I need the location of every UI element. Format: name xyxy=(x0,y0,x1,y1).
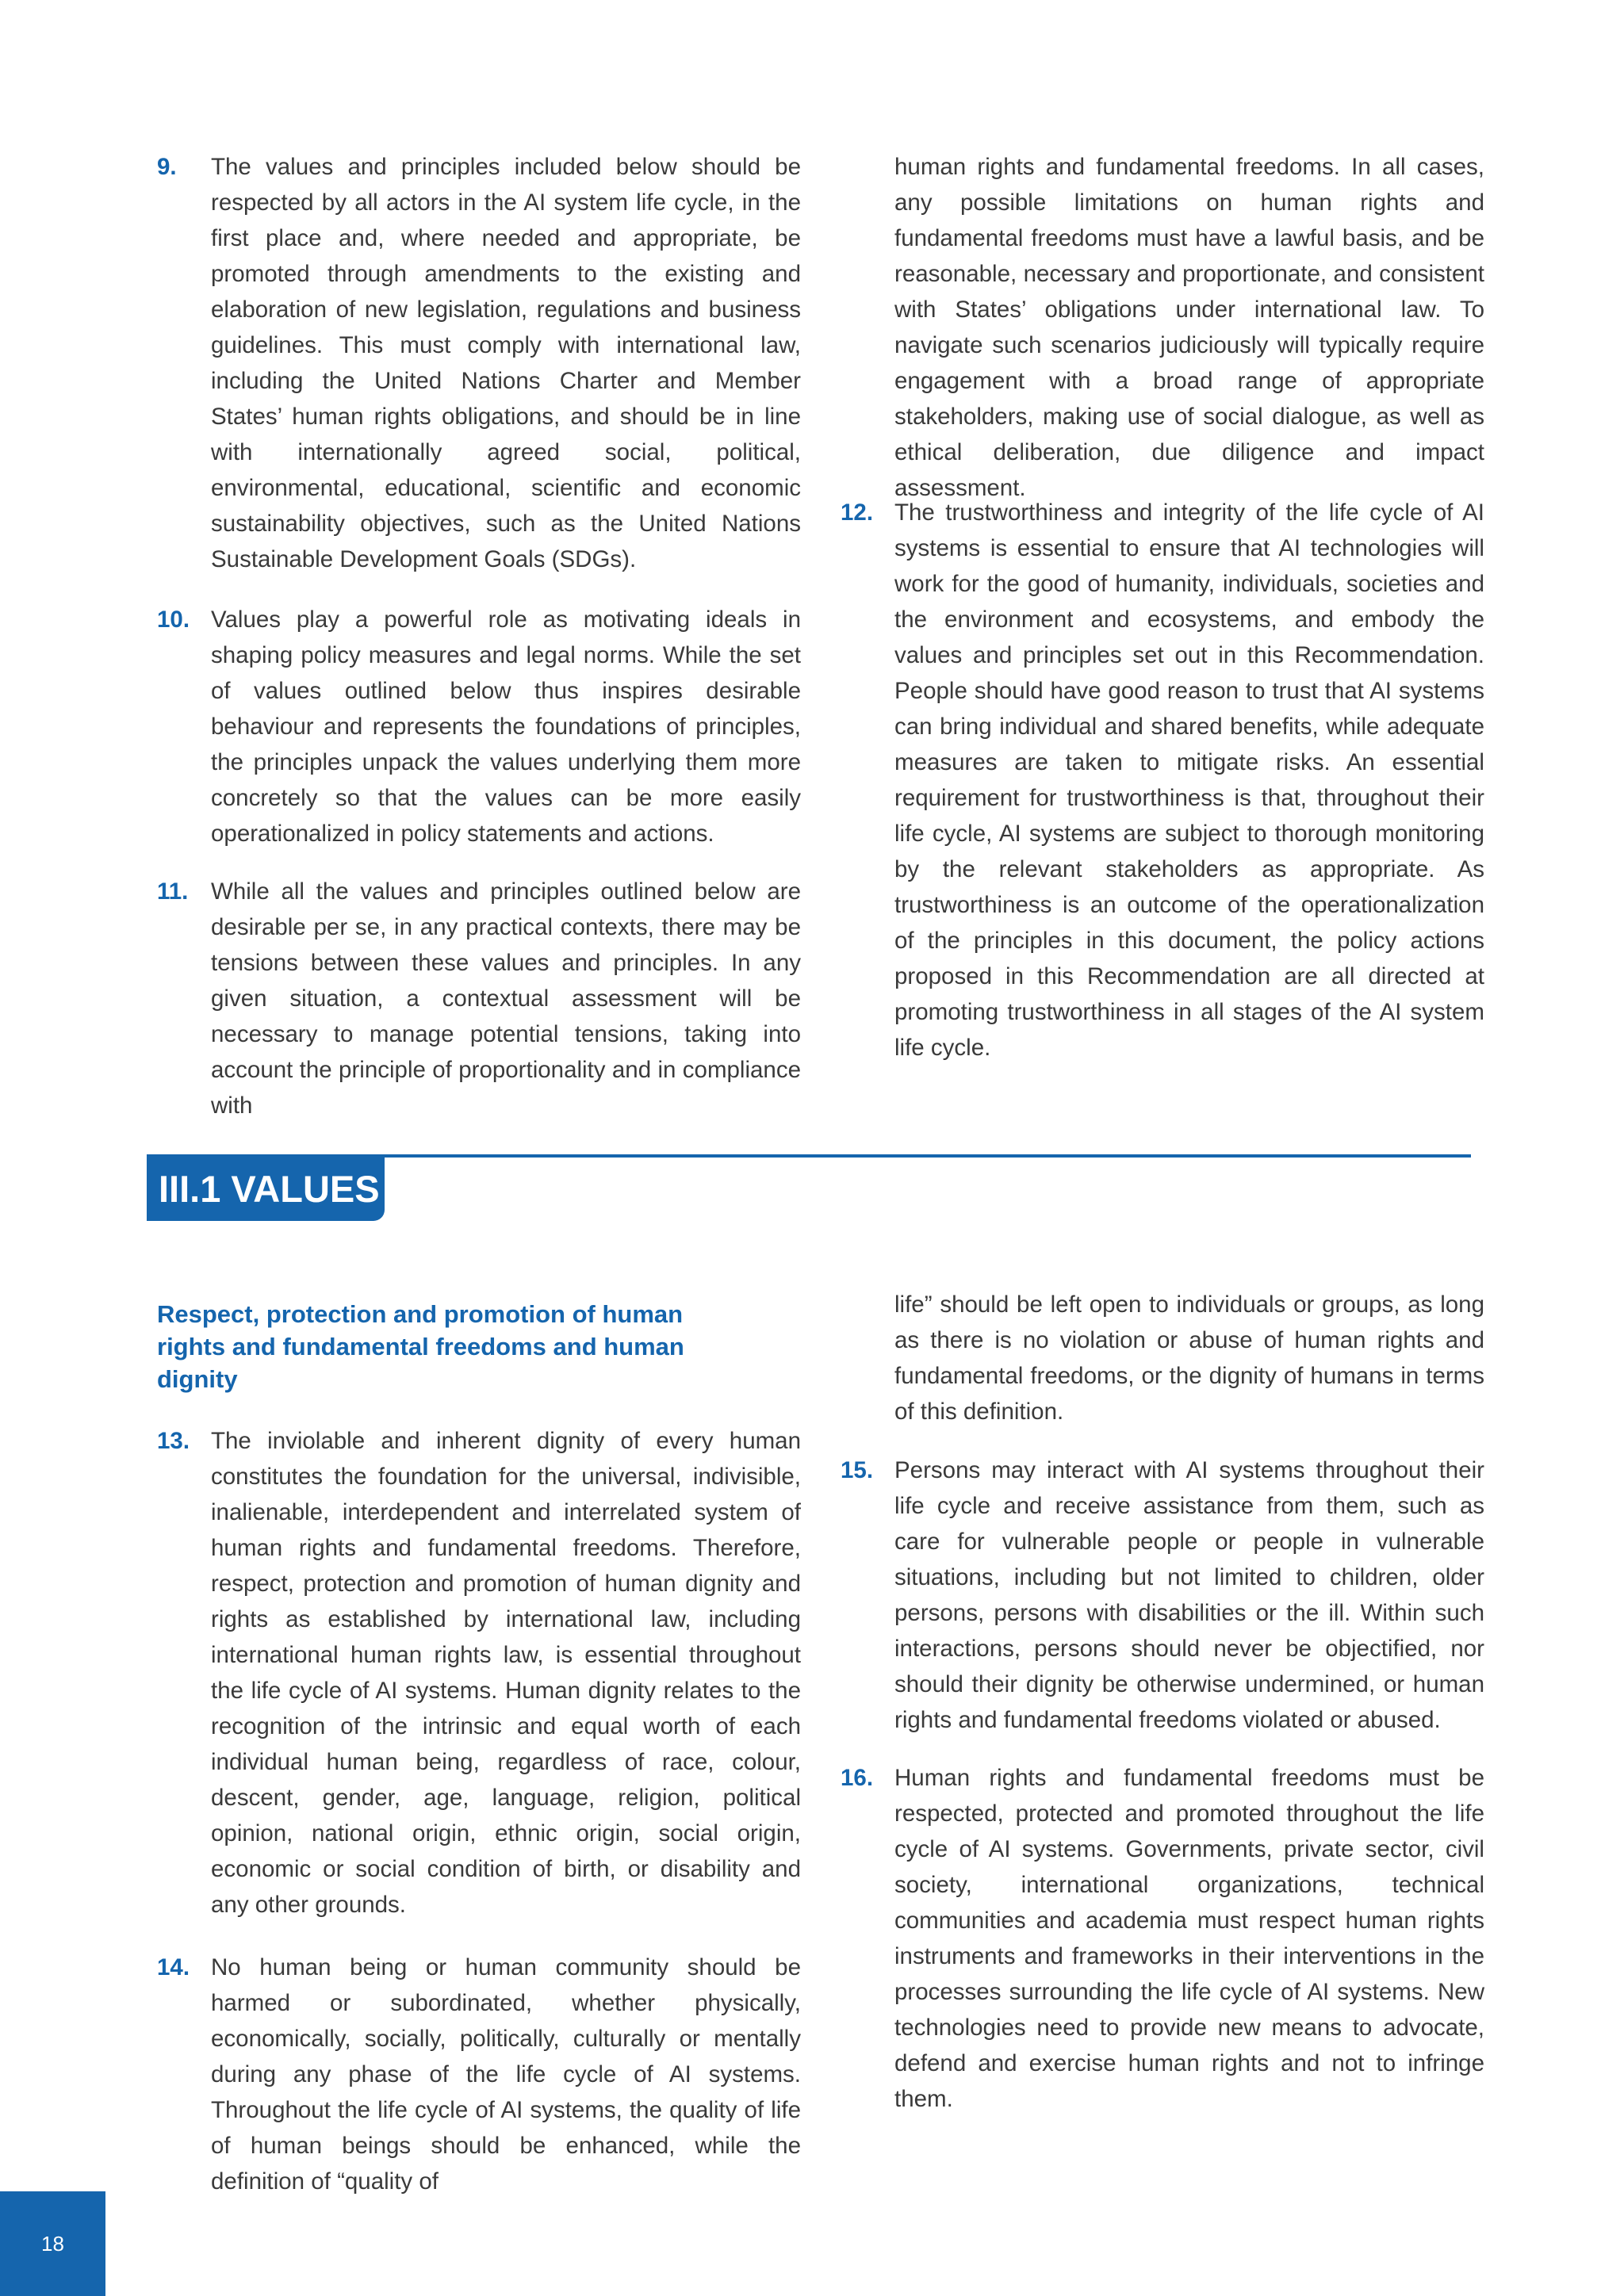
paragraph-number: 14. xyxy=(157,1954,190,1980)
paragraph-16 xyxy=(841,1760,1484,2117)
section-title: III.1 VALUES xyxy=(159,1168,380,1210)
paragraph-12 xyxy=(841,495,1484,1066)
paragraph-text: Persons may interact with AI systems throughout their life cycle and receive assistance from them, such as care for vulnerable people or people in vulnerable situations, including but not limited to children, older persons, persons with disabilities or the ill. Within such interactions, persons should never be objectified, nor should their dignity be otherwise undermined, or human rights and fundamental freedoms violated or abused. xyxy=(894,1457,1484,1733)
paragraph-10 xyxy=(157,602,801,851)
paragraph-number: 9. xyxy=(157,154,177,180)
paragraph-text: Human rights and fundamental freedoms must be respected, protected and promoted throughout the life cycle of AI systems. Governments, private sector, civil society, international organizations, technical communities and academia must respect human rights instruments and frameworks in their interventions in the processes surrounding the life cycle of AI systems. New technologies need to provide new means to advocate, defend and exercise human rights and not to infringe them. xyxy=(894,1765,1484,2112)
paragraph-text: While all the values and principles outlined below are desirable per se, in any practical contexts, there may be tensions between these values and principles. In any given situation, a contextual assessment will be necessary to manage potential tensions, taking into account the principle of proportionality and in compliance with xyxy=(211,878,801,1119)
paragraph-14-continued: life” should be left open to individuals or groups, as long as there is no violation or abuse of human rights and fundamental freedoms, or the dignity of humans in terms of this definition. xyxy=(894,1292,1484,1425)
paragraph-text: The trustworthiness and integrity of the life cycle of AI systems is essential to ensure that AI technologies will work for the good of humanity, individuals, societies and the environment and ecosystems, and embody the values and principles set out in this Recommendation. People should have good reason to trust that AI systems can bring individual and shared benefits, while adequate measures are taken to mitigate risks. An essential requirement for trustworthiness is that, throughout their life cycle, AI systems are subject to thorough monitoring by the relevant stakeholders as appropriate. As trustworthiness is an outcome of the operationalization of the principles in this document, the policy actions proposed in this Recommendation are all directed at promoting trustworthiness in all stages of the AI system life cycle. xyxy=(894,499,1484,1061)
paragraph-number: 11. xyxy=(157,878,189,905)
paragraph-text: No human being or human community should be harmed or subordinated, whether physically, economically, socially, politically, culturally or mentally during any phase of the life cycle of AI systems. Throughout the life cycle of AI systems, the quality of life of human beings should be enhanced, while the definition of “quality of xyxy=(211,1954,801,2195)
page-number: 18 xyxy=(41,2232,64,2256)
paragraph-text: The values and principles included below should be respected by all actors in the AI system life cycle, in the first place and, where needed and appropriate, be promoted through amendments to the existing and elaboration of new legislation, regulations and business guidelines. This must comply with international law, including the United Nations Charter and Member States’ human rights obligations, and should be in line with internationally agreed social, political, environmental, educational, scientific and economic sustainability objectives, such as the United Nations Sustainable Development Goals (SDGs). xyxy=(211,154,801,572)
paragraph-11 xyxy=(157,874,801,1123)
paragraph-11-continued: human rights and fundamental freedoms. In all cases, any possible limitations on human rights and fundamental freedoms must have a lawful basis, and be reasonable, necessary and proportionate, and consistent with States’ obligations under international law. To navigate such scenarios judiciously will typically require engagement with a broad range of appropriate stakeholders, making use of social dialogue, as well as ethical deliberation, due diligence and impact assessment. xyxy=(894,154,1484,501)
subheading: Respect, protection and promotion of human rights and fundamental freedoms and human dignity xyxy=(157,1300,684,1393)
paragraph-13 xyxy=(157,1423,801,1923)
paragraph-number: 13. xyxy=(157,1428,190,1454)
paragraph-number: 16. xyxy=(841,1765,874,1791)
paragraph-number: 12. xyxy=(841,499,874,526)
paragraph-14 xyxy=(157,1950,801,2199)
paragraph-text: The inviolable and inherent dignity of every human constitutes the foundation for the universal, indivisible, inalienable, interdependent and interrelated system of human rights and fundamental freedoms. Therefore, respect, protection and promotion of human dignity and rights as established by international law, including international human rights law, is essential throughout the life cycle of AI systems. Human dignity relates to the recognition of the intrinsic and equal worth of each individual human being, regardless of race, colour, descent, gender, age, language, religion, political opinion, national origin, ethnic origin, social origin, economic or social condition of birth, or disability and any other grounds. xyxy=(211,1428,801,1918)
paragraph-9 xyxy=(157,149,801,577)
paragraph-text: Values play a powerful role as motivating ideals in shaping policy measures and legal norms. While the set of values outlined below thus inspires desirable behaviour and represents the foundations of principles, the principles unpack the values underlying them more concretely so that the values can be more easily operationalized in policy statements and actions. xyxy=(211,607,801,847)
paragraph-number: 15. xyxy=(841,1457,874,1483)
paragraph-15 xyxy=(841,1452,1484,1738)
paragraph-number: 10. xyxy=(157,607,190,633)
